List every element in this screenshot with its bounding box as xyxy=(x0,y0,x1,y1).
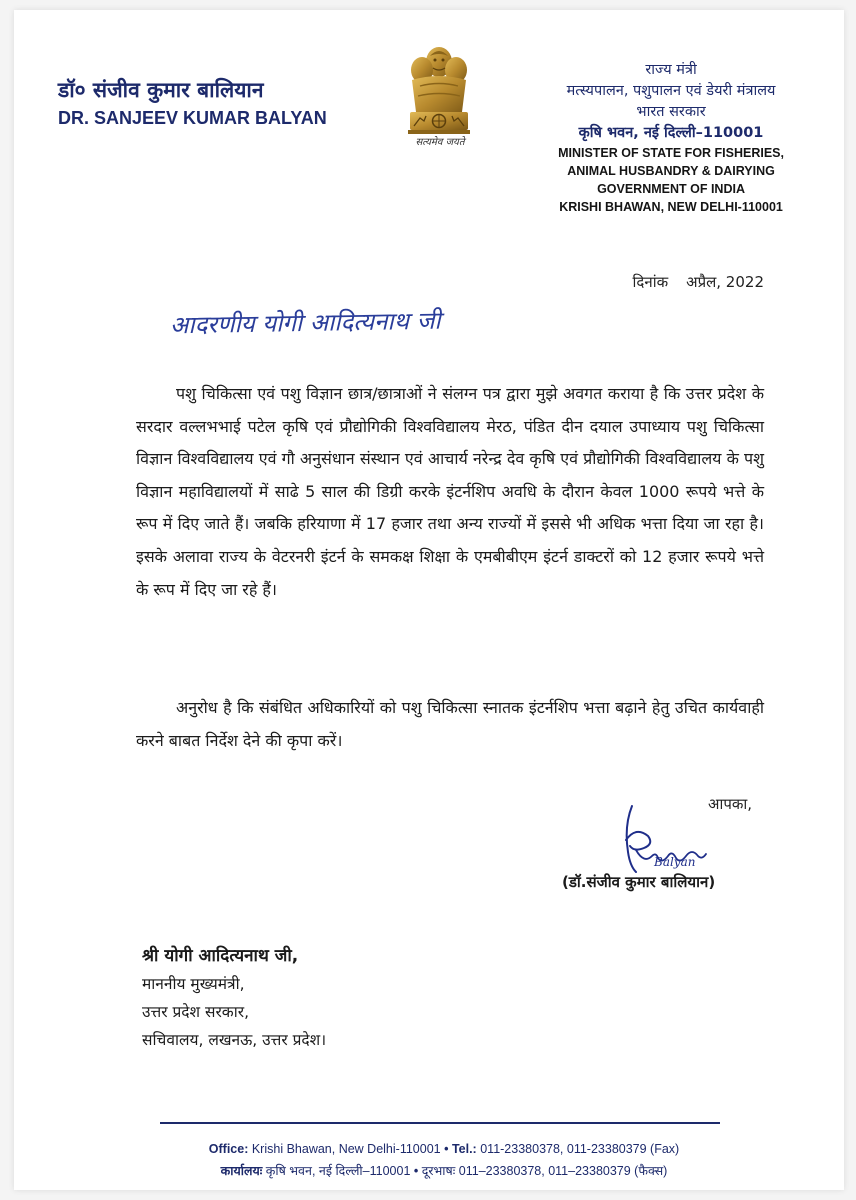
footer-office-label-hi: कार्यालयः xyxy=(220,1164,263,1178)
footer-office-label-en: Office: xyxy=(208,1142,249,1156)
signer-name: (डॉ.संजीव कुमार बालियान) xyxy=(562,873,716,891)
body-paragraph-1: पशु चिकित्सा एवं पशु विज्ञान छात्र/छात्राओं ने संलग्न पत्र द्वारा मुझे अवगत कराया है कि उत्तर प्रदेश के सरदार वल्लभभाई पटेल कृषि एवं प्रौद्योगिकी विश्वविद्यालय मेरठ, पंडित दीन दयाल उपाध्याय पशु चिकित्सा विज्ञान विश्वविद्यालय एवं गौ अनुसंधान संस्थान एवं आचार्य नरेन्द्र देव कृषि एवं प्रौद्योगिकी विश्वविद्यालय के पशु विज्ञान महाविद्यालयों में साढे 5 साल की डिग्री करके इंटर्नशिप अवधि के दौरान केवल 1000 रूपये भत्ते के रूप में दिए जाते हैं। जबकि हरियाणा में 17 हजार तथा अन्य राज्यों में इससे भी अधिक भत्ता दिया जा रहा है। इसके अलावा राज्य के वेटरनरी इंटर्न के समकक्ष शिक्षा के एमबीबीएम इंटर्न डाक्टरों को 12 हजार रूपये भत्ते के रूप में दिए जा रहे हैं। xyxy=(136,384,764,599)
ministry-block xyxy=(558,60,784,216)
footer-tel-label-hi: दूरभाषः xyxy=(421,1164,456,1178)
ministry-line-hi-3: भारत सरकार xyxy=(636,104,706,120)
ministry-line-hi-4: कृषि भवन, नई दिल्ली–110001 xyxy=(578,125,764,141)
footer-line-hindi: कार्यालयः कृषि भवन, नई दिल्ली–110001 • दूरभाषः 011–23380378, 011–23380379 (फैक्स) xyxy=(220,1164,668,1178)
footer xyxy=(154,1138,734,1182)
footer-tel-en: 011-23380378, 011-23380379 (Fax) xyxy=(480,1142,680,1156)
addressee-government: उत्तर प्रदेश सरकार, xyxy=(142,1003,249,1021)
ministry-line-en-1: MINISTER OF STATE FOR FISHERIES, xyxy=(558,146,784,160)
footer-line-english: Office: Krishi Bhawan, New Delhi-110001 • Tel.: 011-23380378, 011-23380379 (Fax) xyxy=(208,1142,680,1156)
footer-divider xyxy=(160,1122,720,1124)
date-value: अप्रैल, 2022 xyxy=(686,273,764,291)
ministry-line-en-4: KRISHI BHAWAN, NEW DELHI-110001 xyxy=(559,200,783,214)
letter-date xyxy=(633,272,764,292)
addressee-block xyxy=(142,942,326,1054)
minister-name-hindi: डॉ० संजीव कुमार बालियान xyxy=(58,78,264,102)
emblem-motto: सत्यमेव जयते xyxy=(415,137,465,148)
ministry-line-hi-1: राज्य मंत्री xyxy=(645,62,697,78)
handwritten-salutation: आदरणीय योगी आदित्यनाथ जी xyxy=(169,306,441,340)
addressee-designation: माननीय मुख्यमंत्री, xyxy=(142,975,245,993)
addressee-address: सचिवालय, लखनऊ, उत्तर प्रदेश। xyxy=(142,1031,327,1049)
ministry-line-en-3: GOVERNMENT OF INDIA xyxy=(597,182,745,196)
signature-text: Balyan xyxy=(654,855,696,869)
ministry-line-en-2: ANIMAL HUSBANDRY & DAIRYING xyxy=(567,164,775,178)
footer-tel-hi: 011–23380378, 011–23380379 (फैक्स) xyxy=(458,1164,668,1178)
addressee-name: श्री योगी आदित्यनाथ जी, xyxy=(142,946,299,966)
footer-tel-label-en: Tel.: xyxy=(451,1142,477,1156)
valediction: आपका, xyxy=(708,795,753,813)
minister-name-english: DR. SANJEEV KUMAR BALYAN xyxy=(58,108,327,128)
date-label: दिनांक xyxy=(632,273,669,291)
ministry-line-hi-2: मत्स्यपालन, पशुपालन एवं डेयरी मंत्रालय xyxy=(566,83,776,99)
letter-page xyxy=(14,10,844,1190)
footer-office-en: Krishi Bhawan, New Delhi-110001 xyxy=(251,1142,441,1156)
body-paragraph-2: अनुरोध है कि संबंधित अधिकारियों को पशु चिकित्सा स्नातक इंटर्नशिप भत्ता बढ़ाने हेतु उचित कार्यवाही करने बाबत निर्देश देने की कृपा करें। xyxy=(136,698,764,750)
handwritten-signature xyxy=(610,800,720,882)
footer-office-hi: कृषि भवन, नई दिल्ली–110001 xyxy=(265,1164,411,1178)
